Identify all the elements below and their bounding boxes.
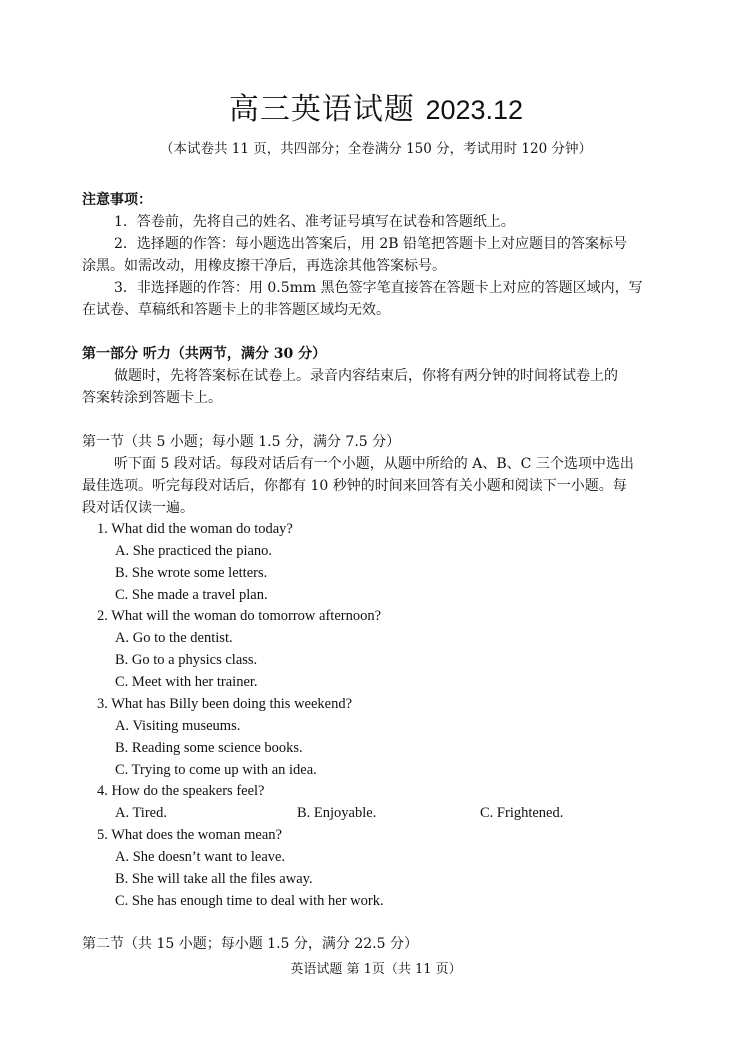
section2-heading: 第二节（共 15 小题；每小题 1.5 分，满分 22.5 分） [82, 936, 418, 952]
section1-intro: 段对话仅读一遍。 [82, 500, 194, 516]
option: B. Reading some science books. [115, 740, 303, 756]
section1-intro: 听下面 5 段对话。每段对话后有一个小题，从题中所给的 A、B、C 三个选项中选出 [114, 456, 634, 472]
notice-item: 在试卷、草稿纸和答题卡上的非答题区域均无效。 [82, 302, 390, 318]
option: B. Enjoyable. [297, 805, 377, 821]
page-footer: 英语试题 第 1页（共 11 页） [290, 962, 462, 977]
option: B. She wrote some letters. [115, 565, 268, 581]
question: 3. What has Billy been doing this weekend? [97, 696, 353, 712]
option: C. Frightened. [480, 805, 564, 821]
notice-item: 1．答卷前，先将自己的姓名、准考证号填写在试卷和答题纸上。 [114, 214, 515, 230]
question: 4. How do the speakers feel? [97, 783, 265, 799]
notice-item: 3．非选择题的作答：用 0.5mm 黑色签字笔直接答在答题卡上对应的答题区域内，写 [114, 280, 643, 296]
notice-heading: 注意事项： [82, 192, 152, 208]
question: 1. What did the woman do today? [97, 521, 293, 537]
option: A. She practiced the piano. [115, 543, 273, 559]
option: C. She made a travel plan. [115, 587, 268, 603]
notice-item: 2．选择题的作答：每小题选出答案后，用 2B 铅笔把答题卡上对应题目的答案标号 [114, 236, 628, 252]
section1-intro: 最佳选项。听完每段对话后，你都有 10 秒钟的时间来回答有关小题和阅读下一小题。每 [82, 478, 627, 494]
option: C. She has enough time to deal with her work. [115, 893, 384, 909]
option: A. Visiting museums. [115, 718, 241, 734]
option: B. She will take all the files away. [115, 871, 313, 887]
title-text: 高三英语试题 [228, 92, 415, 127]
option: B. Go to a physics class. [115, 652, 258, 668]
part1-heading: 第一部分 听力（共两节，满分 30 分） [82, 346, 327, 362]
option: C. Meet with her trainer. [115, 674, 258, 690]
section1-heading: 第一节（共 5 小题；每小题 1.5 分，满分 7.5 分） [82, 434, 401, 450]
notice-item: 涂黑。如需改动，用橡皮擦干净后，再选涂其他答案标号。 [82, 258, 446, 274]
page-title [0, 84, 752, 128]
option: A. She doesn’t want to leave. [115, 849, 286, 865]
question: 2. What will the woman do tomorrow afternoon? [97, 608, 382, 624]
part1-intro: 答案转涂到答题卡上。 [82, 390, 222, 406]
part1-intro: 做题时，先将答案标在试卷上。录音内容结束后，你将有两分钟的时间将试卷上的 [114, 368, 618, 384]
option: A. Go to the dentist. [115, 630, 233, 646]
exam-info: （本试卷共 11 页，共四部分；全卷满分 150 分，考试用时 120 分钟） [160, 141, 592, 157]
title-year: 2023.12 [425, 95, 524, 125]
option: C. Trying to come up with an idea. [115, 762, 317, 778]
question: 5. What does the woman mean? [97, 827, 282, 843]
option: A. Tired. [115, 805, 167, 821]
